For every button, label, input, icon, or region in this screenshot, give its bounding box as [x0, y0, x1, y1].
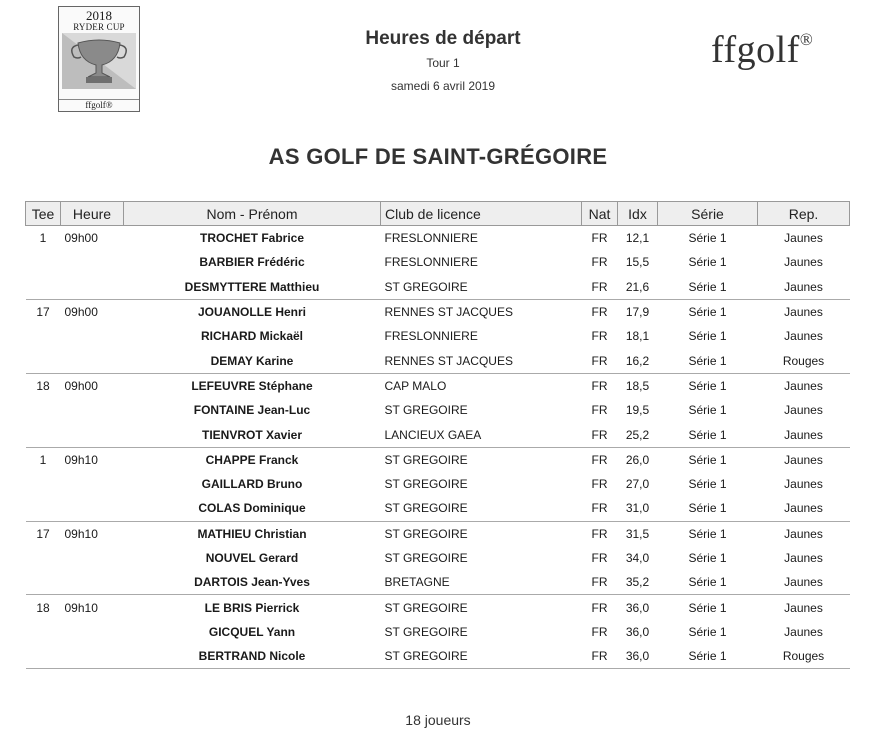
cell-idx: 16,2 [625, 353, 650, 368]
cell-idx: 12,1 [625, 231, 650, 246]
page-title: Heures de départ [365, 28, 521, 49]
cell-rep: Jaunes [784, 231, 823, 246]
cell-tee: 17 [26, 299, 61, 324]
cell-heure [61, 348, 124, 373]
cell-idx: 18,1 [625, 329, 650, 344]
cell-idx: 34,0 [625, 551, 650, 565]
cell-nat: FR [591, 477, 608, 492]
cell-idx: 25,2 [625, 427, 650, 442]
cell-nom: JOUANOLLE Henri [124, 299, 381, 324]
cell-tee: 1 [26, 447, 61, 472]
cell-heure [61, 275, 124, 300]
cell-rep: Jaunes [784, 575, 823, 590]
col-heure: Heure [61, 202, 124, 226]
cell-heure: 09h10 [61, 521, 124, 546]
cell-tee [26, 496, 61, 521]
cell-nom: COLAS Dominique [198, 501, 306, 516]
cell-idx: 21,6 [625, 279, 650, 294]
cell-rep: Jaunes [784, 551, 823, 565]
cell-tee [26, 275, 61, 300]
cell-rep: Jaunes [784, 403, 823, 418]
cell-heure: 09h10 [61, 595, 124, 620]
table-row [26, 348, 850, 373]
ffgolf-logo-text: ffgolf [711, 29, 800, 71]
cell-tee [26, 570, 61, 595]
cell-nat: FR [582, 299, 618, 324]
cell-nat: FR [591, 427, 608, 442]
cell-nat: FR [591, 255, 608, 270]
player-count: 18 joueurs [405, 712, 471, 728]
event-date: samedi 6 avril 2019 [390, 79, 496, 93]
page-header [300, 28, 586, 93]
cell-club: BRETAGNE [384, 575, 450, 590]
cell-idx: 17,9 [618, 299, 658, 324]
cell-tee [26, 398, 61, 422]
cell-tee: 1 [39, 231, 47, 246]
cell-tee [26, 620, 61, 644]
cell-nom: DARTOIS Jean-Yves [194, 575, 310, 590]
cell-tee: 18 [26, 595, 61, 620]
cell-tee [26, 348, 61, 373]
cell-serie: Série 1 [688, 501, 727, 516]
cell-nat: FR [591, 403, 608, 418]
cell-serie: Série 1 [688, 329, 727, 344]
cell-rep: Rouges [782, 353, 825, 368]
cell-heure: 09h00 [64, 231, 98, 246]
cell-idx: 35,2 [625, 575, 650, 590]
cell-idx: 26,0 [618, 447, 658, 472]
cell-heure [61, 496, 124, 521]
cell-serie: Série 1 [658, 521, 758, 546]
cell-nat: FR [582, 373, 618, 398]
cell-nat: FR [591, 279, 608, 294]
cell-heure [61, 644, 124, 669]
cell-idx: 36,0 [618, 595, 658, 620]
cell-club: ST GREGOIRE [381, 521, 582, 546]
cell-heure [61, 324, 124, 348]
col-idx: Idx [618, 202, 658, 226]
cell-heure [61, 398, 124, 422]
cell-club: CAP MALO [381, 373, 582, 398]
col-tee: Tee [26, 202, 61, 226]
cell-club: RENNES ST JACQUES [384, 353, 513, 368]
table-row [26, 275, 850, 300]
cell-serie: Série 1 [688, 477, 727, 492]
cell-club: LANCIEUX GAEA [384, 427, 482, 442]
cell-nom: GICQUEL Yann [208, 624, 296, 639]
cell-nom: TIENVROT Xavier [201, 427, 303, 442]
cell-rep: Jaunes [784, 501, 823, 516]
cell-serie: Série 1 [688, 403, 727, 418]
cell-rep: Jaunes [784, 427, 823, 442]
cell-idx: 27,0 [625, 477, 650, 492]
trophy-icon [62, 33, 136, 89]
cell-serie: Série 1 [658, 299, 758, 324]
cell-tee: 18 [26, 373, 61, 398]
cell-club: ST GREGOIRE [381, 595, 582, 620]
cell-club: ST GREGOIRE [384, 624, 468, 639]
cell-nat: FR [591, 329, 608, 344]
cell-nom: GAILLARD Bruno [201, 477, 303, 492]
cell-club: ST GREGOIRE [384, 501, 468, 516]
cell-rep: Jaunes [758, 521, 850, 546]
cell-club: RENNES ST JACQUES [381, 299, 582, 324]
cell-heure [61, 620, 124, 644]
cell-idx: 36,0 [618, 644, 658, 669]
cell-nat: FR [582, 595, 618, 620]
cell-serie: Série 1 [658, 595, 758, 620]
table-row [26, 570, 850, 595]
cell-serie: Série 1 [688, 624, 727, 639]
cell-serie: Série 1 [688, 231, 727, 246]
cell-rep: Jaunes [784, 279, 823, 294]
cell-serie: Série 1 [658, 644, 758, 669]
table-row [26, 521, 850, 546]
cell-nom: FONTAINE Jean-Luc [193, 403, 311, 418]
table-row [26, 250, 850, 274]
cell-idx: 31,0 [625, 501, 650, 516]
cell-serie: Série 1 [688, 279, 727, 294]
table-row [26, 546, 850, 570]
cell-tee: 17 [26, 521, 61, 546]
cell-idx: 31,5 [618, 521, 658, 546]
cell-heure: 09h00 [61, 373, 124, 398]
cell-serie: Série 1 [658, 373, 758, 398]
cell-club: ST GREGOIRE [384, 477, 468, 492]
cell-nat: FR [582, 644, 618, 669]
cell-tee [26, 546, 61, 570]
table-row [26, 620, 850, 644]
registered-mark: ® [799, 30, 814, 49]
cell-nom: MATHIEU Christian [124, 521, 381, 546]
cell-nat: FR [591, 551, 608, 565]
cell-idx: 18,5 [618, 373, 658, 398]
cell-serie: Série 1 [658, 447, 758, 472]
cell-idx: 15,5 [625, 255, 650, 270]
cell-club: ST GREGOIRE [384, 279, 468, 294]
cell-nom: LEFEUVRE Stéphane [124, 373, 381, 398]
cell-nat: FR [582, 521, 618, 546]
cell-nat: FR [591, 575, 608, 590]
cell-rep: Jaunes [758, 595, 850, 620]
cell-heure: 09h10 [61, 447, 124, 472]
club-title: AS GOLF DE SAINT-GRÉGOIRE [268, 144, 608, 169]
cell-nom: DESMYTTERE Matthieu [184, 279, 320, 294]
cell-nat: FR [591, 231, 608, 246]
table-row [26, 496, 850, 521]
logo-event: RYDER CUP [73, 22, 125, 32]
cell-nom: BARBIER Frédéric [199, 255, 305, 270]
table-row [26, 373, 850, 398]
table-row [26, 644, 850, 669]
table-row [26, 299, 850, 324]
cell-nat: FR [591, 624, 608, 639]
cell-heure [61, 546, 124, 570]
cell-club: ST GREGOIRE [381, 447, 582, 472]
table-row [26, 226, 850, 251]
cell-idx: 19,5 [625, 403, 650, 418]
table-row [26, 472, 850, 496]
cell-club: FRESLONNIERE [384, 231, 478, 246]
col-nom: Nom - Prénom [124, 202, 381, 226]
cell-club: ST GREGOIRE [384, 551, 468, 565]
cell-nom: RICHARD Mickaël [200, 329, 304, 344]
cell-tee [26, 644, 61, 669]
cell-heure [61, 472, 124, 496]
col-nat: Nat [582, 202, 618, 226]
table-row [26, 324, 850, 348]
logo-sponsor: ffgolf® [59, 99, 139, 110]
cell-tee [26, 422, 61, 447]
table-row [26, 447, 850, 472]
cell-club: FRESLONNIERE [384, 329, 478, 344]
cell-rep: Jaunes [784, 624, 823, 639]
cell-idx: 36,0 [625, 624, 650, 639]
cell-nom: CHAPPE Franck [124, 447, 381, 472]
ryder-cup-logo [58, 6, 140, 112]
col-club: Club de licence [381, 202, 582, 226]
cell-heure: 09h00 [61, 299, 124, 324]
cell-rep: Jaunes [758, 447, 850, 472]
cell-serie: Série 1 [688, 575, 727, 590]
table-row [26, 595, 850, 620]
cell-heure [61, 250, 124, 274]
cell-tee [26, 324, 61, 348]
cell-rep: Jaunes [784, 255, 823, 270]
round-label: Tour 1 [426, 56, 460, 70]
col-rep: Rep. [758, 202, 850, 226]
cell-nom: TROCHET Fabrice [199, 231, 304, 246]
logo-year: 2018 [86, 8, 112, 23]
cell-heure [61, 422, 124, 447]
cell-serie: Série 1 [688, 427, 727, 442]
cell-nom: BERTRAND Nicole [124, 644, 381, 669]
cell-club: ST GREGOIRE [381, 644, 582, 669]
cell-nat: FR [582, 447, 618, 472]
cell-rep: Jaunes [784, 477, 823, 492]
cell-club: FRESLONNIERE [384, 255, 478, 270]
table-header-row [26, 202, 850, 226]
cell-nat: FR [591, 501, 608, 516]
col-serie: Série [658, 202, 758, 226]
table-row [26, 398, 850, 422]
cell-serie: Série 1 [688, 551, 727, 565]
table-row [26, 422, 850, 447]
cell-nat: FR [591, 353, 608, 368]
cell-serie: Série 1 [688, 353, 727, 368]
cell-tee [26, 472, 61, 496]
cell-rep: Jaunes [758, 299, 850, 324]
tee-time-table [25, 201, 850, 669]
cell-rep: Jaunes [784, 329, 823, 344]
cell-serie: Série 1 [688, 255, 727, 270]
ffgolf-logo [711, 28, 813, 72]
cell-rep: Jaunes [758, 373, 850, 398]
cell-rep: Rouges [758, 644, 850, 669]
cell-nom: NOUVEL Gerard [205, 551, 299, 565]
cell-nom: DEMAY Karine [210, 353, 294, 368]
cell-heure [61, 570, 124, 595]
cell-nom: LE BRIS Pierrick [124, 595, 381, 620]
cell-club: ST GREGOIRE [384, 403, 468, 418]
cell-tee [26, 250, 61, 274]
